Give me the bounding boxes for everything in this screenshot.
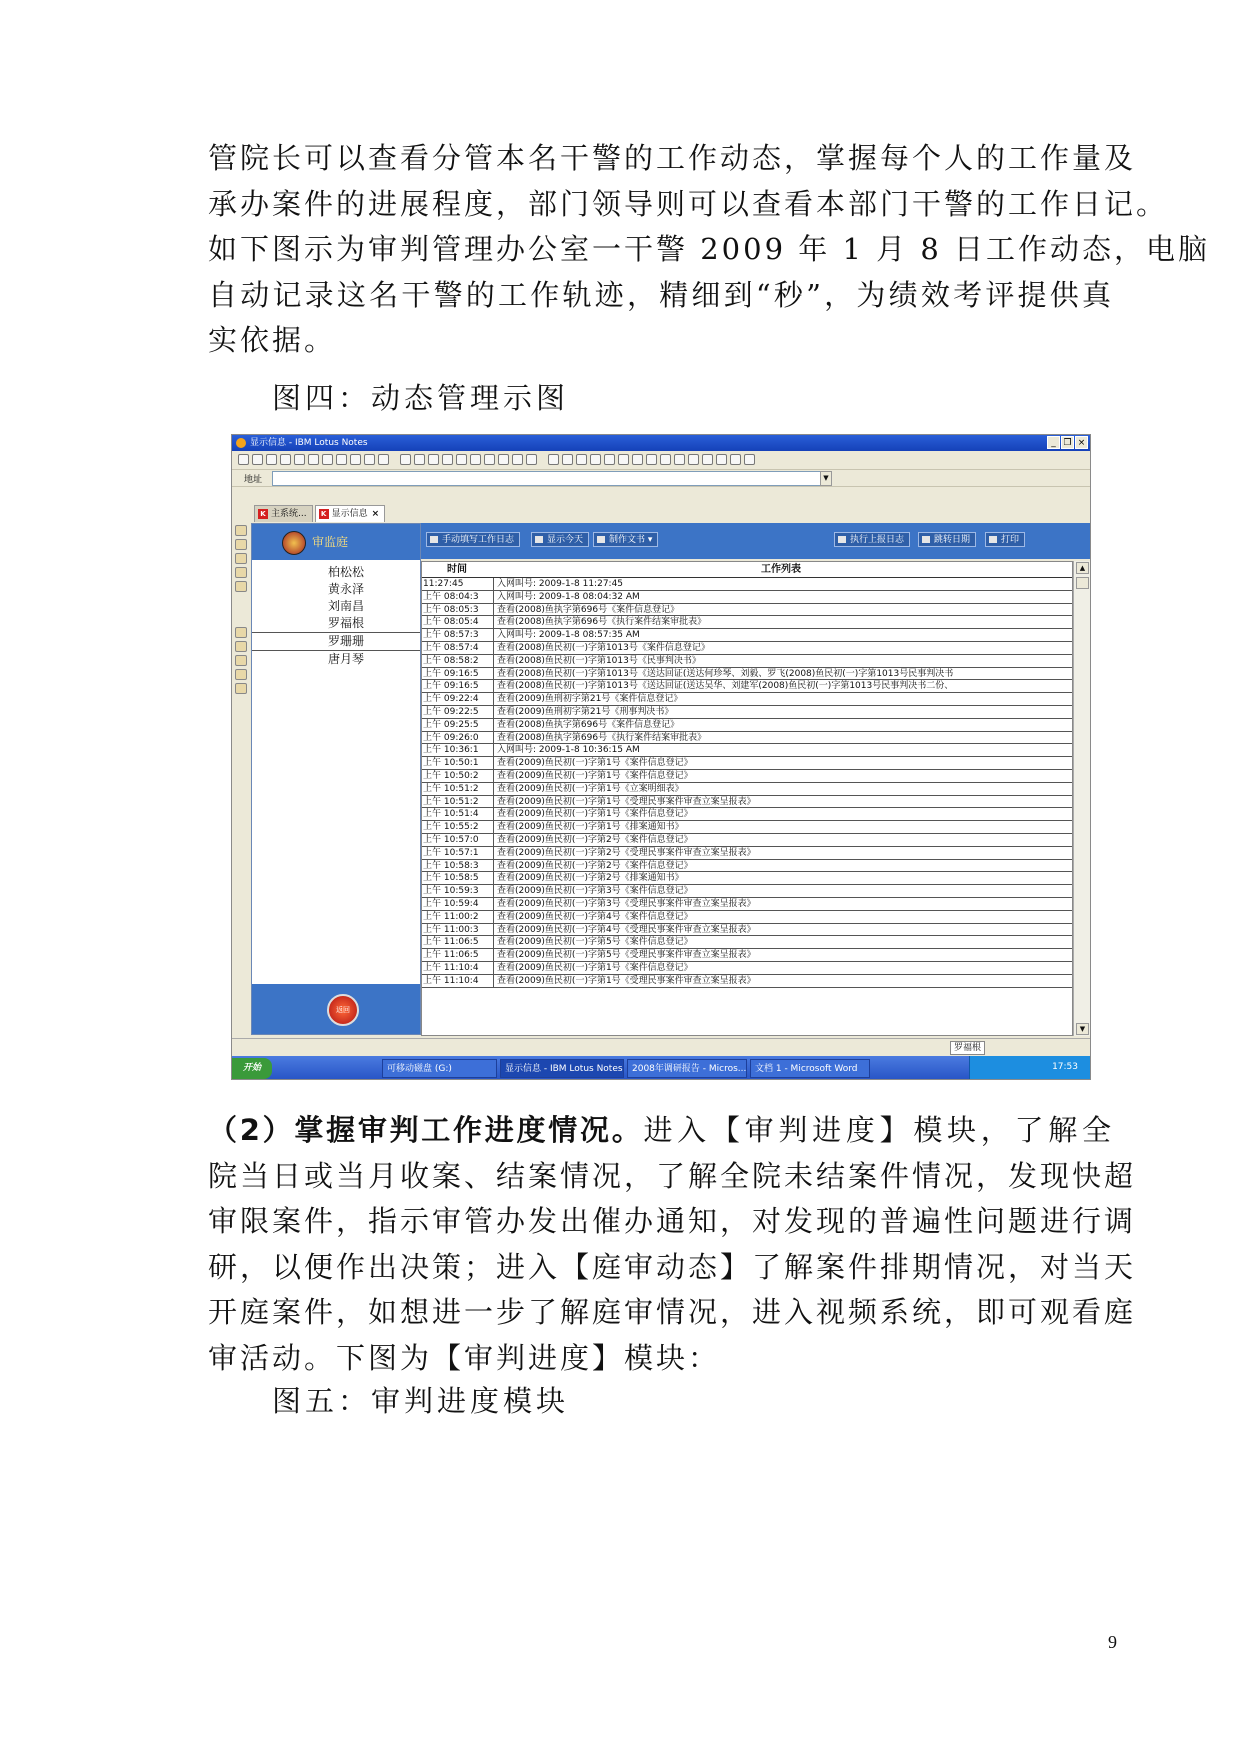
toolbar-button-icon[interactable] <box>238 454 249 465</box>
toolbar-button-icon[interactable] <box>336 454 347 465</box>
table-row[interactable] <box>422 962 1072 975</box>
row-time: 上午 08:58:2 <box>423 655 494 667</box>
row-time: 上午 11:00:2 <box>423 911 494 923</box>
toolbar-button-icon[interactable] <box>512 454 523 465</box>
toolbar-button-icon[interactable] <box>702 454 713 465</box>
toolbar-button-icon[interactable] <box>604 454 615 465</box>
row-time: 上午 08:57:3 <box>423 629 494 641</box>
row-time: 上午 10:51:2 <box>423 783 494 795</box>
table-row[interactable] <box>422 898 1072 911</box>
column-time: 时间 <box>447 564 467 575</box>
staff-name[interactable]: 黄永泽 <box>327 582 364 596</box>
restore-button[interactable]: ❐ <box>1061 436 1074 449</box>
table-row[interactable] <box>422 770 1072 783</box>
bookmark-icon[interactable] <box>235 539 247 550</box>
start-button[interactable]: 开始 <box>232 1058 272 1079</box>
toolbar-button-icon[interactable] <box>548 454 559 465</box>
table-row[interactable] <box>422 808 1072 821</box>
row-work-item: 查看(2009)鱼民初(一)字第1号《受理民事案件审查立案呈报表》 <box>497 975 756 986</box>
row-time: 上午 10:58:3 <box>423 860 494 872</box>
row-work-item: 查看(2008)鱼民初(一)字第1013号《案件信息登记》 <box>497 642 710 653</box>
row-work-item: 查看(2008)鱼执字第696号《案件信息登记》 <box>497 719 680 730</box>
bookmark-icon[interactable] <box>235 641 247 652</box>
para2-line: 审活动。下图为【审判进度】模块： <box>208 1340 721 1375</box>
column-work-list: 工作列表 <box>761 564 801 575</box>
table-row[interactable] <box>422 604 1072 617</box>
minimize-button[interactable]: _ <box>1047 436 1060 449</box>
row-time: 上午 10:51:4 <box>423 808 494 820</box>
toolbar-button-icon[interactable] <box>526 454 537 465</box>
table-row[interactable] <box>422 719 1072 732</box>
row-work-item: 查看(2009)鱼民初(一)字第1号《案件信息登记》 <box>497 758 693 769</box>
toolbar-button-icon[interactable] <box>364 454 375 465</box>
toolbar-button-icon[interactable] <box>252 454 263 465</box>
toolbar-button-icon[interactable] <box>442 454 453 465</box>
toolbar-button-icon[interactable] <box>730 454 741 465</box>
row-work-item: 入网叫号: 2009-1-8 10:36:15 AM <box>497 745 640 756</box>
row-work-item: 查看(2009)鱼民初(一)字第4号《受理民事案件审查立案呈报表》 <box>497 924 756 935</box>
row-work-item: 查看(2009)鱼民初(一)字第1号《排案通知书》 <box>497 822 684 833</box>
toolbar-button-icon[interactable] <box>618 454 629 465</box>
row-time: 上午 09:16:5 <box>423 680 494 692</box>
para1-line: 实依据。 <box>208 323 337 357</box>
toolbar-button-icon[interactable] <box>716 454 727 465</box>
table-row[interactable] <box>422 872 1072 885</box>
close-tab-icon[interactable]: × <box>371 509 380 519</box>
row-work-item: 入网叫号: 2009-1-8 11:27:45 <box>497 579 624 589</box>
address-bar <box>232 470 1090 487</box>
row-work-item: 查看(2009)鱼民初(一)字第1号《案件信息登记》 <box>497 962 693 973</box>
staff-name[interactable]: 柏松松 <box>327 565 364 579</box>
address-input[interactable] <box>272 471 821 486</box>
bookmark-rail <box>232 523 250 1038</box>
toolbar-button-icon[interactable] <box>688 454 699 465</box>
table-header <box>422 562 1072 578</box>
table-row[interactable] <box>422 578 1072 591</box>
row-time: 上午 11:10:4 <box>423 962 494 974</box>
table-row[interactable] <box>422 975 1072 988</box>
status-bar <box>232 1038 1090 1056</box>
staff-panel-header <box>252 524 420 560</box>
para2-line: 审限案件，指示审管办发出催办通知，对发现的普遍性问题进行调 <box>208 1204 1137 1238</box>
jump-date-button[interactable]: 跳转日期 <box>918 532 976 547</box>
row-work-item: 入网叫号: 2009-1-8 08:04:32 AM <box>497 591 640 602</box>
para2-line: 研，以便作出决策；进入【庭审动态】了解案件排期情况，对当天 <box>208 1249 1137 1284</box>
row-time: 上午 08:05:3 <box>423 604 494 616</box>
row-work-item: 查看(2009)鱼民初(一)字第1号《受理民事案件审查立案呈报表》 <box>497 796 756 807</box>
table-row[interactable] <box>422 885 1072 898</box>
bookmark-icon[interactable] <box>235 627 247 638</box>
action-bar <box>421 523 1091 559</box>
row-time: 上午 10:50:1 <box>423 757 494 769</box>
row-time: 上午 08:04:3 <box>423 591 494 603</box>
table-row[interactable] <box>422 732 1072 745</box>
row-time: 上午 09:25:5 <box>423 719 494 731</box>
bookmark-icon[interactable] <box>235 655 247 666</box>
row-time: 上午 10:51:2 <box>423 796 494 808</box>
toolbar-button-icon[interactable] <box>414 454 425 465</box>
figure-5-caption: 图五：审判进度模块 <box>272 1384 570 1418</box>
lotus-notes-screenshot <box>231 434 1091 1080</box>
tab-main-system[interactable]: K 主系统... <box>254 505 313 522</box>
task-removable-disk[interactable]: 可移动磁盘 (G:) <box>382 1059 497 1078</box>
bookmark-icon[interactable] <box>235 669 247 680</box>
tab-app-icon: K <box>258 509 268 519</box>
page-number: 9 <box>1108 1632 1117 1652</box>
toolbar-button-icon[interactable] <box>646 454 657 465</box>
row-time: 上午 09:22:4 <box>423 693 494 705</box>
row-work-item: 查看(2009)鱼民初(一)字第1号《案件信息登记》 <box>497 809 693 820</box>
toolbar-button-icon[interactable] <box>484 454 495 465</box>
row-time: 11:27:45 <box>423 578 494 590</box>
table-row[interactable] <box>422 847 1072 860</box>
toolbar-button-icon[interactable] <box>280 454 291 465</box>
row-work-item: 查看(2009)鱼民初(一)字第4号《案件信息登记》 <box>497 911 693 922</box>
staff-name[interactable]: 罗福根 <box>327 616 364 630</box>
bookmark-icon[interactable] <box>235 683 247 694</box>
toolbar-button-icon[interactable] <box>744 454 755 465</box>
return-button[interactable]: 返回 <box>327 994 359 1026</box>
row-time: 上午 10:59:3 <box>423 885 494 897</box>
manual-log-button[interactable]: 手动填写工作日志 <box>426 532 520 547</box>
table-row[interactable] <box>422 936 1072 949</box>
secondary-toolbar <box>232 487 1090 501</box>
row-work-item: 查看(2008)鱼民初(一)字第1013号《送达回证(送达何珍琴、刘毅、罗飞(2008)鱼民初(一)字第1013号民事判决书 <box>497 668 954 679</box>
row-work-item: 查看(2009)鱼民初(一)字第2号《排案通知书》 <box>497 873 684 884</box>
row-work-item: 查看(2008)鱼执字第696号《案件信息登记》 <box>497 604 680 615</box>
work-log-table <box>421 561 1073 1036</box>
staff-name[interactable]: 唐月琴 <box>327 652 364 666</box>
court-emblem-icon <box>282 531 306 555</box>
toolbar-button-icon[interactable] <box>674 454 685 465</box>
row-time: 上午 11:10:4 <box>423 975 494 987</box>
bookmark-icon[interactable] <box>235 553 247 564</box>
row-time: 上午 10:36:1 <box>423 744 494 756</box>
task-word-doc1[interactable]: 文档 1 - Microsoft Word <box>750 1059 870 1078</box>
table-row[interactable] <box>422 744 1072 757</box>
scroll-thumb[interactable] <box>1076 577 1089 589</box>
scroll-up-icon[interactable]: ▲ <box>1076 562 1089 574</box>
para2-line: 院当日或当月收案、结案情况，了解全院未结案件情况，发现快超 <box>208 1158 1137 1193</box>
toolbar-button-icon[interactable] <box>428 454 439 465</box>
toolbar-button-icon[interactable] <box>660 454 671 465</box>
toolbar-button-icon[interactable] <box>562 454 573 465</box>
bookmark-icon[interactable] <box>235 525 247 536</box>
address-label: 地址 <box>244 475 263 485</box>
table-row[interactable] <box>422 911 1072 924</box>
paragraph-2 <box>208 1108 1137 1381</box>
window-title: 显示信息 - IBM Lotus Notes <box>250 438 368 448</box>
system-tray <box>969 1056 1090 1080</box>
row-work-item: 查看(2009)鱼民初(一)字第3号《案件信息登记》 <box>497 886 693 897</box>
table-row[interactable] <box>422 668 1072 681</box>
table-row[interactable] <box>422 642 1072 655</box>
row-time: 上午 08:05:4 <box>423 616 494 628</box>
toolbar-button-icon[interactable] <box>456 454 467 465</box>
table-row[interactable] <box>422 924 1072 937</box>
table-row[interactable] <box>422 757 1072 770</box>
table-row[interactable] <box>422 706 1072 719</box>
row-work-item: 查看(2009)鱼民初(一)字第3号《受理民事案件审查立案呈报表》 <box>497 898 756 909</box>
row-time: 上午 10:55:2 <box>423 821 494 833</box>
department-title: 审监庭 <box>312 535 349 549</box>
tab-strip <box>254 505 385 521</box>
row-time: 上午 10:57:0 <box>423 834 494 846</box>
row-time: 上午 11:06:5 <box>423 949 494 961</box>
toolbar-button-icon[interactable] <box>308 454 319 465</box>
window-titlebar <box>232 435 1090 451</box>
toolbar-button-icon[interactable] <box>294 454 305 465</box>
figure-4-caption: 图四：动态管理示图 <box>272 381 570 415</box>
row-work-item: 查看(2009)鱼刑初字第21号《刑事判决书》 <box>497 706 674 717</box>
staff-name[interactable]: 刘南昌 <box>327 599 364 613</box>
toolbar-button-icon[interactable] <box>400 454 411 465</box>
row-time: 上午 09:16:5 <box>423 668 494 680</box>
row-work-item: 查看(2009)鱼民初(一)字第2号《案件信息登记》 <box>497 834 693 845</box>
lotus-app-icon <box>236 438 246 448</box>
row-work-item: 入网叫号: 2009-1-8 08:57:35 AM <box>497 630 640 641</box>
table-row[interactable] <box>422 693 1072 706</box>
toolbar-button-icon[interactable] <box>322 454 333 465</box>
toolbar-button-icon[interactable] <box>632 454 643 465</box>
row-work-item: 查看(2009)鱼刑初字第21号《案件信息登记》 <box>497 694 683 705</box>
row-work-item: 查看(2009)鱼民初(一)字第5号《案件信息登记》 <box>497 937 693 948</box>
row-work-item: 查看(2009)鱼民初(一)字第1号《立案明细表》 <box>497 783 684 794</box>
row-time: 上午 10:59:4 <box>423 898 494 910</box>
para1-line: 如下图示为审判管理办公室一干警 2009 年 1 月 8 日工作动态，电脑 <box>208 232 1211 266</box>
row-work-item: 查看(2009)鱼民初(一)字第5号《受理民事案件审查立案呈报表》 <box>497 950 756 961</box>
toolbar-button-icon[interactable] <box>350 454 361 465</box>
bookmark-icon[interactable] <box>235 581 247 592</box>
staff-name-selected[interactable]: 罗珊珊 <box>252 632 420 651</box>
row-work-item: 查看(2009)鱼民初(一)字第1号《案件信息登记》 <box>497 770 693 781</box>
row-time: 上午 10:50:2 <box>423 770 494 782</box>
scroll-down-icon[interactable]: ▼ <box>1076 1023 1089 1035</box>
table-row[interactable] <box>422 680 1072 693</box>
toolbar-button-icon[interactable] <box>590 454 601 465</box>
row-time: 上午 10:58:5 <box>423 872 494 884</box>
toolbar-button-icon[interactable] <box>266 454 277 465</box>
row-time: 上午 09:22:5 <box>423 706 494 718</box>
windows-taskbar <box>232 1056 1090 1080</box>
table-row[interactable] <box>422 591 1072 604</box>
row-work-item: 查看(2009)鱼民初(一)字第2号《受理民事案件审查立案呈报表》 <box>497 847 756 858</box>
main-toolbar <box>232 451 1090 470</box>
clock: 17:53 <box>1052 1062 1078 1072</box>
row-work-item: 查看(2008)鱼执字第696号《执行案件结案审批表》 <box>497 732 707 743</box>
make-document-button[interactable]: 制作文书 ▾ <box>593 532 658 547</box>
show-today-button[interactable]: 显示今天 <box>531 532 589 547</box>
table-row[interactable] <box>422 796 1072 809</box>
row-time: 上午 11:06:5 <box>423 936 494 948</box>
row-work-item: 查看(2008)鱼民初(一)字第1013号《送达回证(送达吴华、刘建军(2008)鱼民初(一)字第1013号民事判决书二份、 <box>497 681 954 692</box>
row-time: 上午 09:26:0 <box>423 732 494 744</box>
table-row[interactable] <box>422 834 1072 847</box>
paragraph-1 <box>208 136 1211 364</box>
row-time: 上午 11:00:3 <box>423 924 494 936</box>
task-word-report[interactable]: 2008年调研报告 - Micros... <box>627 1059 747 1078</box>
task-lotus-notes[interactable]: 显示信息 - IBM Lotus Notes <box>500 1059 624 1078</box>
tab-display-info[interactable]: K 显示信息 × <box>315 505 386 522</box>
address-dropdown-icon[interactable]: ▼ <box>820 471 832 486</box>
close-button[interactable]: × <box>1075 436 1088 449</box>
row-time: 上午 10:57:1 <box>423 847 494 859</box>
tab-app-icon: K <box>319 509 329 519</box>
table-row[interactable] <box>422 616 1072 629</box>
para2-line: 进入【审判进度】模块，了解全 <box>643 1113 1114 1147</box>
row-work-item: 查看(2008)鱼执字第696号《执行案件结案审批表》 <box>497 617 707 628</box>
print-button[interactable]: 打印 <box>985 532 1025 547</box>
row-work-item: 查看(2008)鱼民初(一)字第1013号《民事判决书》 <box>497 655 701 666</box>
bookmark-icon[interactable] <box>235 567 247 578</box>
para1-line: 管院长可以查看分管本名干警的工作动态，掌握每个人的工作量及 <box>208 141 1137 175</box>
toolbar-button-icon[interactable] <box>498 454 509 465</box>
table-row[interactable] <box>422 821 1072 834</box>
para2-line: 开庭案件，如想进一步了解庭审情况，进入视频系统，即可观看庭 <box>208 1295 1137 1329</box>
table-row[interactable] <box>422 860 1072 873</box>
table-row[interactable] <box>422 655 1072 668</box>
table-row[interactable] <box>422 629 1072 642</box>
para1-line: 自动记录这名干警的工作轨迹，精细到“秒”，为绩效考评提供真 <box>208 277 1114 312</box>
staff-panel <box>251 523 421 1035</box>
row-time: 上午 08:57:4 <box>423 642 494 654</box>
vertical-scrollbar[interactable] <box>1073 561 1091 1036</box>
table-row[interactable] <box>422 949 1072 962</box>
para1-line: 承办案件的进展程度，部门领导则可以查看本部门干警的工作日记。 <box>208 186 1169 221</box>
staff-panel-footer <box>252 984 420 1034</box>
status-user-name[interactable]: 罗福根 <box>950 1041 985 1055</box>
toolbar-button-icon[interactable] <box>576 454 587 465</box>
run-upload-log-button[interactable]: 执行上报日志 <box>834 532 910 547</box>
section-heading: （2）掌握审判工作进度情况。 <box>208 1113 644 1147</box>
toolbar-button-icon[interactable] <box>470 454 481 465</box>
toolbar-button-icon[interactable] <box>378 454 389 465</box>
table-row[interactable] <box>422 783 1072 796</box>
row-work-item: 查看(2009)鱼民初(一)字第2号《案件信息登记》 <box>497 860 693 871</box>
